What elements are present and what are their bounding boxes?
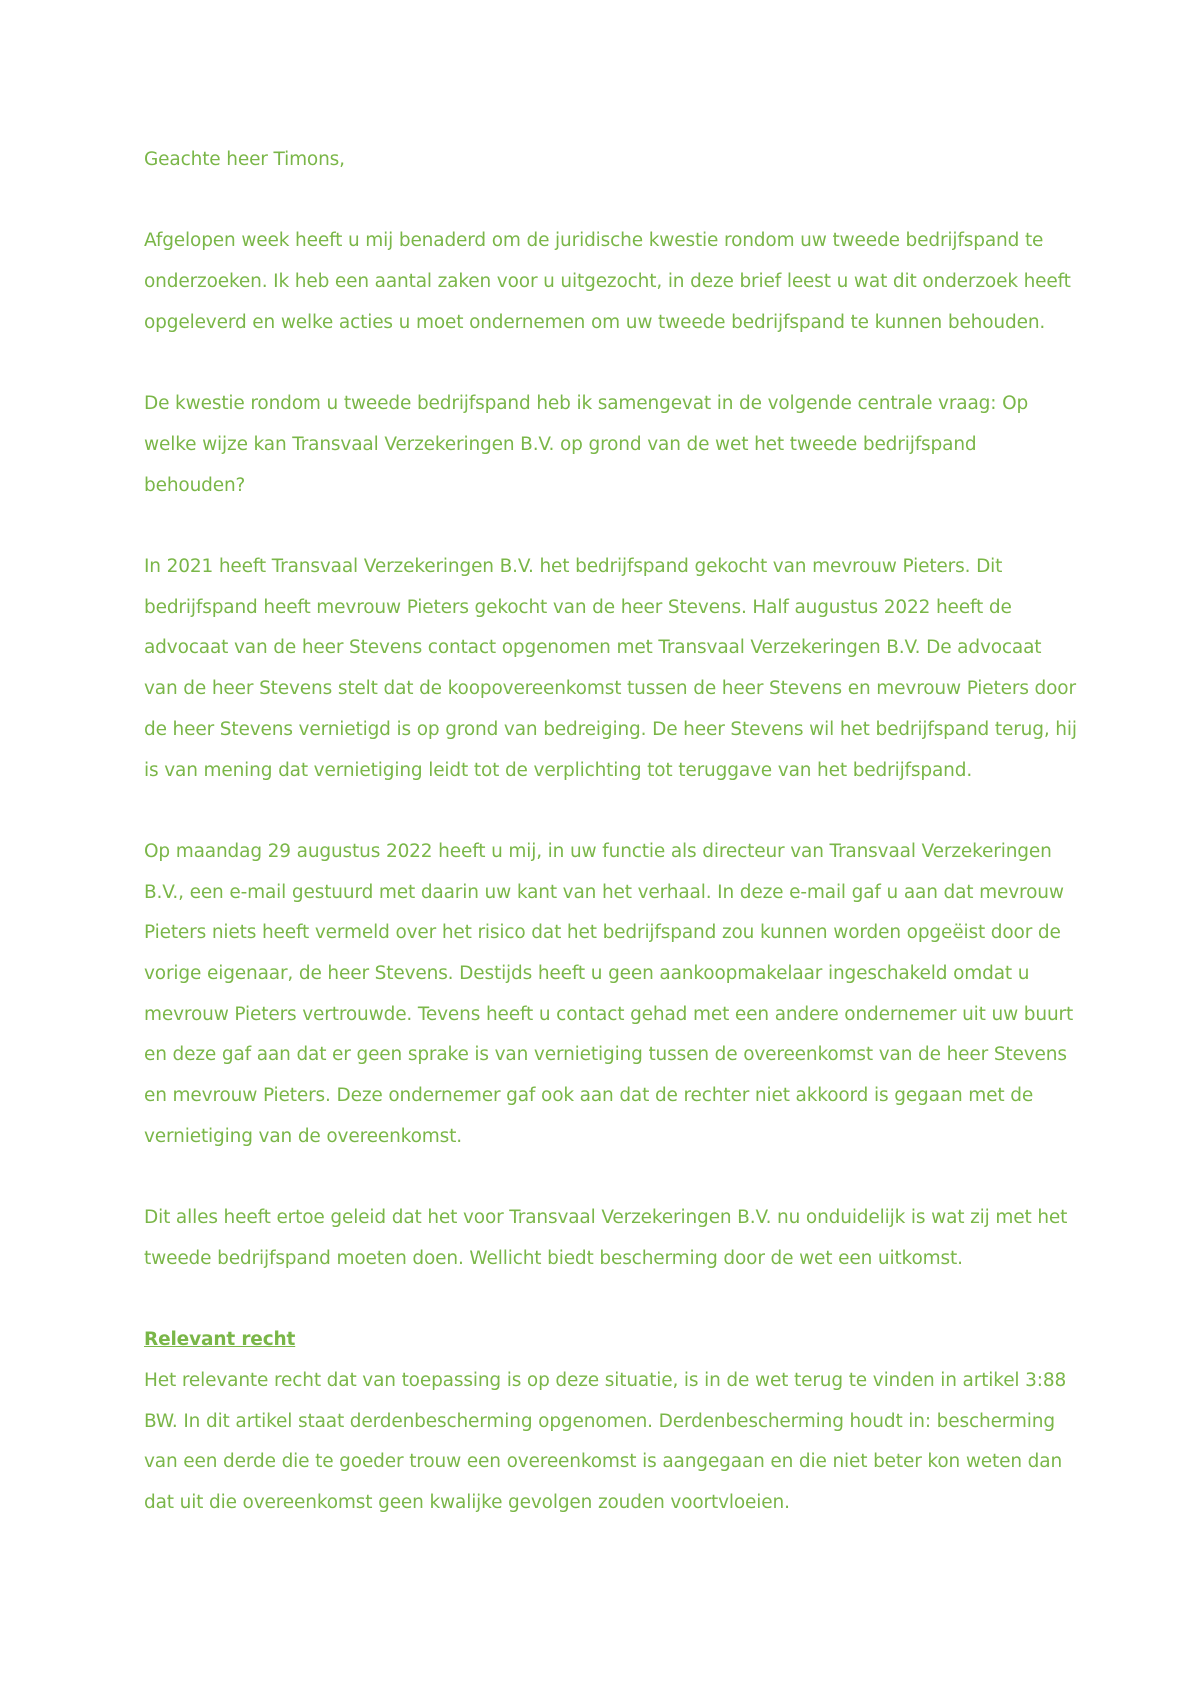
paragraph-facts: In 2021 heeft Transvaal Verzekeringen B.V. het bedrijfspand gekocht van mevrouw Pieters. Dit bedrijfspand heeft mevrouw Pieters gekocht van de heer Stevens. Half augustus 2022 heeft de advocaat van de heer Stevens contact opgenomen met Transvaal Verzekeringen B.V. De advocaat van de heer Stevens stelt dat de koopovereenkomst tussen de heer Stevens en mevrouw Pieters door de heer Stevens vernietigd is op grond van bedreiging. De heer Stevens wil het bedrijfspand terug, hij is van mening dat vernietiging leidt tot de verplichting tot teruggave van het bedrijfspand.	[144, 555, 1077, 781]
paragraph-central-question: De kwestie rondom u tweede bedrijfspand heb ik samengevat in de volgende centrale vraag: Op welke wijze kan Transvaal Verzekeringen B.V. op grond van de wet het tweede bedrijfspand behouden?	[144, 393, 1029, 496]
paragraph-relevant-law: Het relevante recht dat van toepassing is op deze situatie, is in de wet terug te vinden in artikel 3:88 BW. In dit artikel staat derdenbescherming opgenomen. Derdenbescherming houdt in: bescherming van een derde die te goeder trouw een overeenkomst is aangegaan en die niet beter kon weten dan dat uit die overeenkomst geen kwalijke gevolgen zouden voortvloeien.	[144, 1370, 1067, 1514]
paragraph-conclusion: Dit alles heeft ertoe geleid dat het voor Transvaal Verzekeringen B.V. nu onduidelijk is wat zij met het tweede bedrijfspand moeten doen. Wellicht biedt bescherming door de wet een uitkomst.	[144, 1207, 1068, 1269]
section-heading: Relevant recht	[144, 1329, 296, 1351]
salutation: Geachte heer Timons,	[144, 149, 345, 170]
letter-body	[144, 140, 1079, 1565]
paragraph-client-account: Op maandag 29 augustus 2022 heeft u mij, in uw functie als directeur van Transvaal Verzekeringen B.V., een e-mail gestuurd met daarin uw kant van het verhaal. In deze e-mail gaf u aan dat mevrouw Pieters niets heeft vermeld over het risico dat het bedrijfspand zou kunnen worden opgeëist door de vorige eigenaar, de heer Stevens. Destijds heeft u geen aankoopmakelaar ingeschakeld omdat u mevrouw Pieters vertrouwde. Tevens heeft u contact gehad met een andere ondernemer uit uw buurt en deze gaf aan dat er geen sprake is van vernietiging tussen de overeenkomst van de heer Stevens en mevrouw Pieters. Deze ondernemer gaf ook aan dat de rechter niet akkoord is gegaan met de vernietiging van de overeenkomst.	[144, 840, 1074, 1147]
paragraph-introduction: Afgelopen week heeft u mij benaderd om de juridische kwestie rondom uw tweede bedrijfspand te onderzoeken. Ik heb een aantal zaken voor u uitgezocht, in deze brief leest u wat dit onderzoek heeft opgeleverd en welke acties u moet ondernemen om uw tweede bedrijfspand te kunnen behouden.	[144, 230, 1071, 333]
